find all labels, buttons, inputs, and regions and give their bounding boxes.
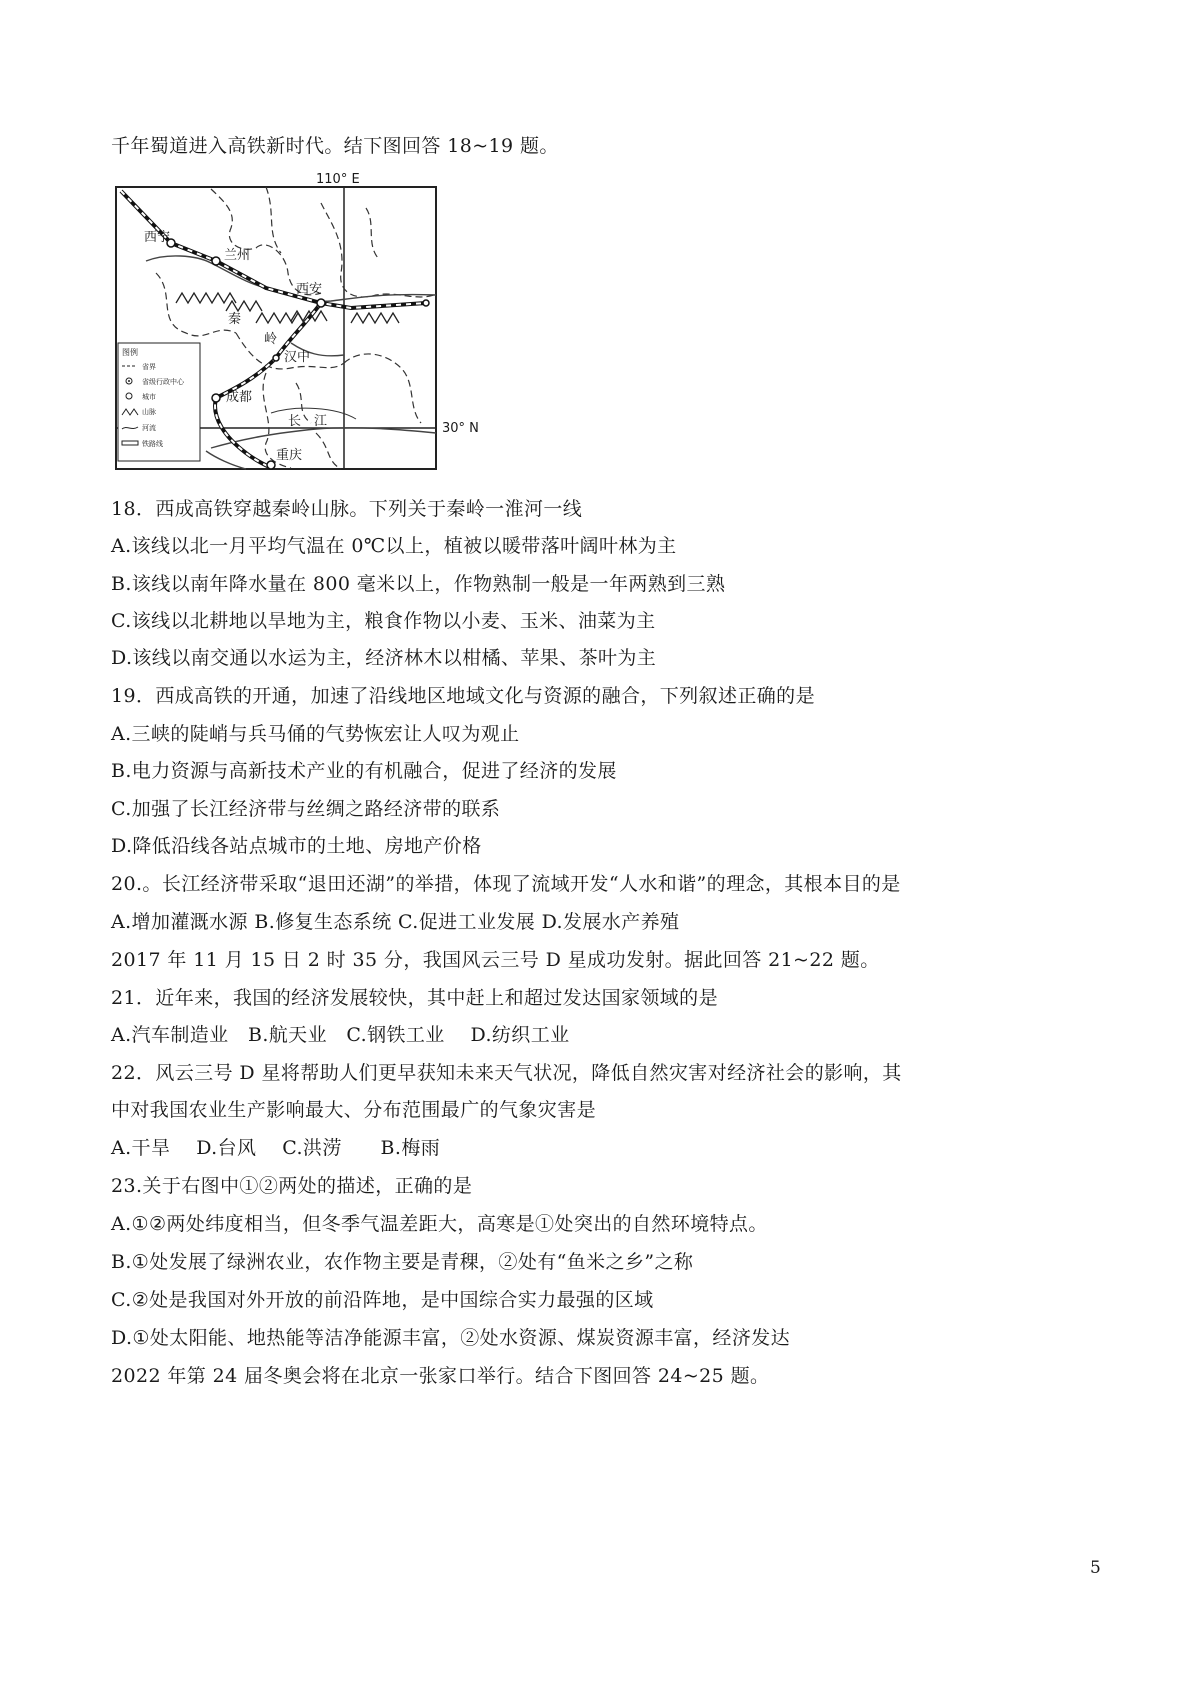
q19-stem: 19．西成高铁的开通，加速了沿线地区地域文化与资源的融合，下列叙述正确的是 (111, 685, 815, 707)
label-ling: 岭 (264, 332, 278, 347)
legend-item-4: 河流 (142, 424, 156, 432)
railway-map-svg (116, 172, 486, 503)
intro-text: 千年蜀道进入高铁新时代。结下图回答 18~19 题。 (111, 135, 559, 157)
q18-option-c: C.该线以北耕地以旱地为主，粮食作物以小麦、玉米、油菜为主 (111, 610, 656, 632)
map-legend (118, 343, 200, 461)
lon-label: 110° E (316, 172, 360, 187)
lat-label: 30° N (442, 421, 479, 436)
legend-item-0: 省界 (142, 363, 156, 371)
q21-stem: 21．近年来，我国的经济发展较快，其中赶上和超过发达国家领域的是 (111, 987, 718, 1009)
q23-option-d: D.①处太阳能、地热能等洁净能源丰富，②处水资源、煤炭资源丰富，经济发达 (111, 1327, 791, 1349)
city-hanzhong: 汉中 (284, 350, 311, 365)
q23-option-a: A.①②两处纬度相当，但冬季气温差距大，高寒是①处突出的自然环境特点。 (111, 1213, 768, 1235)
q18-option-a: A.该线以北一月平均气温在 0℃以上，植被以暖带落叶阔叶林为主 (111, 535, 677, 557)
legend-item-3: 山脉 (142, 408, 156, 416)
q23-option-c: C.②处是我国对外开放的前沿阵地，是中国综合实力最强的区域 (111, 1289, 654, 1311)
city-xining: 西宁 (144, 230, 171, 245)
city-xian: 西安 (296, 282, 323, 297)
city-chengdu: 成都 (226, 390, 253, 405)
q19-option-b: B.电力资源与高新技术产业的有机融合，促进了经济的发展 (111, 760, 617, 782)
q23-option-b: B.①处发展了绿洲农业，农作物主要是青稞，②处有“鱼米之乡”之称 (111, 1251, 694, 1273)
intro-21-22: 2017 年 11 月 15 日 2 时 35 分，我国风云三号 D 星成功发射。据此回答 21~22 题。 (111, 949, 880, 971)
label-qin: 秦 (228, 312, 242, 327)
q18-option-b: B.该线以南年降水量在 800 毫米以上，作物熟制一般是一年两熟到三熟 (111, 573, 726, 595)
q19-option-d: D.降低沿线各站点城市的土地、房地产价格 (111, 835, 482, 857)
q18-option-d: D.该线以南交通以水运为主，经济林木以柑橘、苹果、茶叶为主 (111, 647, 657, 669)
city-chongqing: 重庆 (276, 448, 303, 463)
city-lanzhou: 兰州 (224, 248, 251, 263)
q19-option-c: C.加强了长江经济带与丝绸之路经济带的联系 (111, 798, 501, 820)
railway-map-figure (116, 172, 486, 503)
q22-options: A.干旱 D.台风 C.洪涝 B.梅雨 (111, 1137, 441, 1159)
legend-item-2: 城市 (142, 393, 156, 401)
intro-24-25: 2022 年第 24 届冬奥会将在北京一张家口举行。结合下图回答 24~25 题。 (111, 1365, 770, 1387)
label-yangtze: 长 江 (288, 414, 328, 429)
q22-stem-line1: 22．风云三号 D 星将帮助人们更早获知未来天气状况，降低自然灾害对经济社会的影响，其 (111, 1062, 902, 1084)
page-number: 5 (1090, 1558, 1101, 1578)
q20-stem: 20.。长江经济带采取“退田还湖”的举措，体现了流域开发“人水和谐”的理念，其根本目的是 (111, 873, 901, 895)
q22-stem-line2: 中对我国农业生产影响最大、分布范围最广的气象灾害是 (111, 1099, 597, 1121)
q21-options: A.汽车制造业 B.航天业 C.钢铁工业 D.纺织工业 (111, 1024, 570, 1046)
q20-options: A.增加灌溉水源 B.修复生态系统 C.促进工业发展 D.发展水产养殖 (111, 911, 680, 933)
q19-option-a: A.三峡的陡峭与兵马俑的气势恢宏让人叹为观止 (111, 723, 520, 745)
legend-item-1: 省级行政中心 (142, 378, 184, 386)
q23-stem: 23.关于右图中①②两处的描述，正确的是 (111, 1175, 473, 1197)
q18-stem: 18．西成高铁穿越秦岭山脉。下列关于秦岭一淮河一线 (111, 498, 583, 520)
legend-item-5: 铁路线 (142, 440, 163, 448)
legend-title: 图例 (122, 348, 138, 357)
